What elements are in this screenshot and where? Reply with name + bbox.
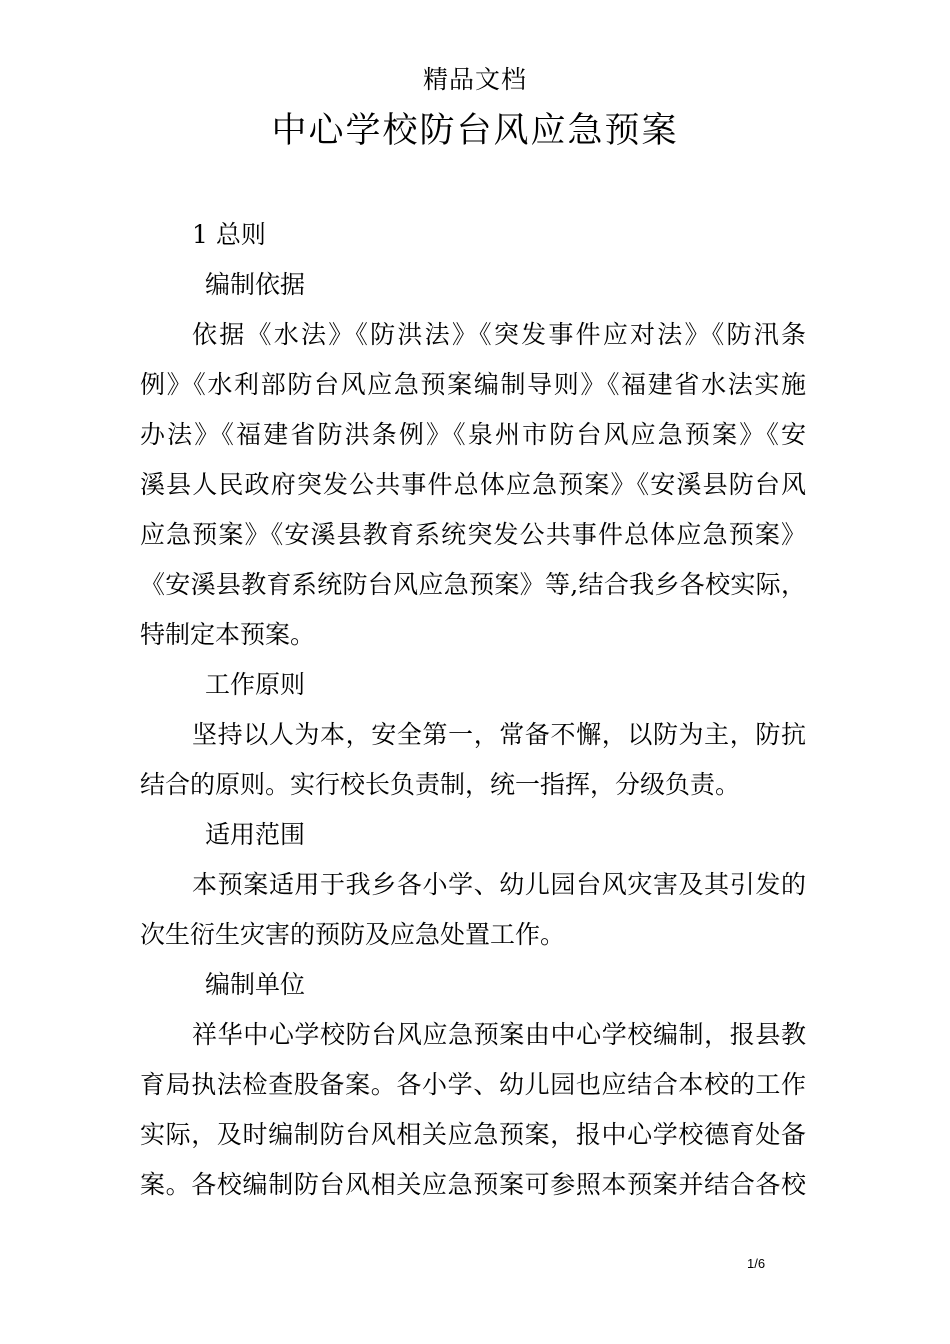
subsection-heading-basis: 编制依据 (205, 270, 306, 299)
paragraph-line: 例》《水利部防台风应急预案编制导则》《福建省水法实施 (140, 370, 806, 399)
paragraph-line: 实际，及时编制防台风相关应急预案，报中心学校德育处备 (140, 1120, 806, 1149)
paragraph-line: 祥华中心学校防台风应急预案由中心学校编制，报县教 (192, 1020, 806, 1049)
paragraph-principles (140, 710, 806, 810)
paragraph-line: 本预案适用于我乡各小学、幼儿园台风灾害及其引发的 (192, 870, 806, 899)
paragraph-line: 应急预案》《安溪县教育系统突发公共事件总体应急预案》 (140, 520, 806, 549)
page-number: 1/6 (747, 1256, 766, 1271)
document-body (140, 210, 806, 1210)
paragraph-line: 特制定本预案。 (140, 620, 316, 649)
paragraph-line: 育局执法检查股备案。各小学、幼儿园也应结合本校的工作 (140, 1070, 806, 1099)
subsection-heading-scope: 适用范围 (205, 820, 306, 849)
paragraph-scope (140, 860, 806, 960)
section-heading: 1 总则 (192, 220, 266, 249)
paragraph-line: 案。各校编制防台风相关应急预案可参照本预案并结合各校 (140, 1170, 806, 1199)
paragraph-line: 《安溪县教育系统防台风应急预案》等,结合我乡各校实际， (140, 570, 806, 599)
header-label: 精品文档 (422, 65, 527, 94)
paragraph-line: 办法》《福建省防洪条例》《泉州市防台风应急预案》《安 (140, 420, 806, 449)
paragraph-line: 次生衍生灾害的预防及应急处置工作。 (140, 920, 566, 949)
document-title: 中心学校防台风应急预案 (271, 111, 679, 151)
paragraph-line: 依据《水法》《防洪法》《突发事件应对法》《防汛条 (192, 320, 806, 349)
subsection-heading-unit: 编制单位 (205, 970, 306, 999)
subsection-heading-principles: 工作原则 (205, 670, 306, 699)
paragraph-line: 坚持以人为本，安全第一，常备不懈，以防为主，防抗 (192, 720, 806, 749)
paragraph-basis (140, 310, 806, 660)
paragraph-line: 溪县人民政府突发公共事件总体应急预案》《安溪县防台风 (140, 470, 806, 499)
paragraph-line: 结合的原则。实行校长负责制，统一指挥，分级负责。 (140, 770, 741, 799)
paragraph-unit (140, 1010, 806, 1210)
